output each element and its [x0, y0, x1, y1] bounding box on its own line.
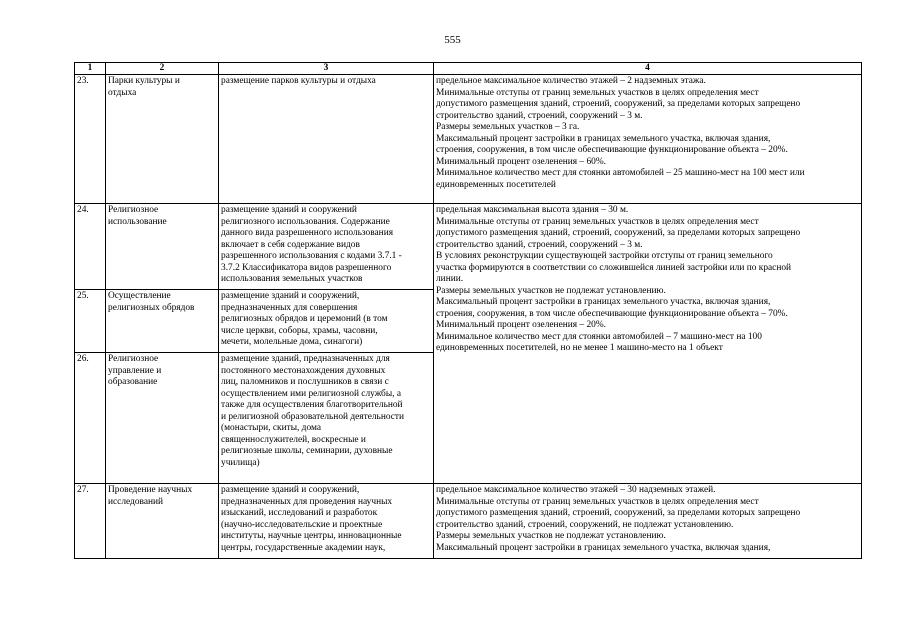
cell-text-line: участка формируются в соответствии со сложившейся линией застройки или по красной	[436, 262, 792, 273]
cell-text-line: размещение зданий и сооружений	[221, 205, 357, 215]
land-use-table	[74, 62, 862, 559]
row-number: 27.	[75, 484, 106, 559]
use-type-name	[106, 204, 219, 290]
use-type-description	[219, 204, 434, 290]
cell-text-line: изысканий, исследований и разработок	[221, 508, 378, 518]
cell-text-line: осуществлением ими религиозной службы, а	[221, 388, 401, 399]
cell-text-line: Минимальное количество мест для стоянки автомобилей – 7 машино-мест на 100	[436, 331, 762, 342]
cell-text-line: лиц, паломников и послушников в связи с	[221, 377, 389, 387]
cell-text-line: включает в себя содержание видов	[221, 239, 360, 250]
use-type-description	[219, 290, 434, 353]
cell-text-line: религиозные школы, семинарии, духовные	[221, 446, 393, 456]
cell-text-line: единовременных посетителей, но не менее 1 машино-место на 1 объект	[436, 343, 723, 353]
row-number: 23.	[75, 75, 106, 204]
cell-text-line: единовременных посетителей	[436, 179, 556, 190]
cell-text-line: священнослужителей, воскресные и	[221, 434, 366, 445]
cell-text-line: образование	[108, 377, 158, 387]
cell-text-line: отдыха	[108, 87, 137, 98]
cell-text-line: Минимальный процент озеленения – 20%.	[436, 320, 606, 330]
cell-text-line: Религиозное	[108, 205, 159, 215]
cell-text-line: размещение зданий и сооружений,	[221, 291, 360, 301]
cell-text-line: также для осуществления благотворительной	[221, 400, 403, 410]
cell-text-line: размещение зданий, предназначенных для	[221, 354, 390, 364]
cell-text-line: религиозных обрядов	[108, 302, 195, 313]
cell-text-line: Религиозное	[108, 354, 159, 364]
cell-text-line: числе церкви, соборы, храмы, часовни,	[221, 325, 378, 336]
cell-text-line: Минимальные отступы от границ земельных участков в целях определения мест	[436, 496, 759, 507]
cell-text-line: и религиозной образовательной деятельности	[221, 411, 405, 422]
use-type-description	[219, 353, 434, 484]
cell-text-line: предназначенных для совершения	[221, 302, 358, 313]
use-type-description	[219, 484, 434, 559]
cell-text-line: религиозных обрядов и церемоний (в том	[221, 314, 388, 324]
table-row	[75, 204, 862, 290]
table-row	[75, 484, 862, 559]
cell-text-line: строительство зданий, строений, сооружений, не подлежат установлению.	[436, 519, 734, 530]
cell-text-line: Максимальный процент застройки в границах земельного участка, включая здания,	[436, 297, 771, 307]
cell-text-line: допустимого размещения зданий, строений, сооружений, за пределами которых запрещено	[436, 508, 801, 518]
cell-text-line: 3.7.2 Классификатора видов разрешенного	[221, 262, 392, 273]
use-type-parameters	[434, 75, 862, 204]
table-header-row	[75, 63, 862, 75]
use-type-name	[106, 290, 219, 353]
cell-text-line: использования земельных участков	[221, 274, 363, 284]
use-type-name	[106, 75, 219, 204]
cell-text-line: предназначенных для проведения научных	[221, 496, 393, 507]
cell-text-line: допустимого размещения зданий, строений, сооружений, за пределами которых запрещено	[436, 228, 801, 238]
cell-text-line: использование	[108, 216, 167, 227]
cell-text-line: институты, научные центры, инновационные	[221, 531, 402, 541]
row-number: 24.	[75, 204, 106, 290]
cell-text-line: Размеры земельных участков – 3 га.	[436, 122, 580, 132]
cell-text-line: мечети, молельные дома, синагоги)	[221, 337, 363, 347]
cell-text-line: Размеры земельных участков не подлежат установлению.	[436, 285, 666, 296]
cell-text-line: (научно-исследовательские и проектные	[221, 519, 383, 530]
cell-text-line: строения, сооружения, в том числе обеспечивающие функционирование объекта – 20%.	[436, 145, 788, 155]
cell-text-line: Минимальное количество мест для стоянки автомобилей – 25 машино-мест на 100 мест или	[436, 168, 805, 178]
use-type-parameters	[434, 484, 862, 559]
cell-text-line: центры, государственные академии наук,	[221, 542, 386, 553]
column-header-2: 2	[106, 63, 219, 75]
column-header-4: 4	[434, 63, 862, 75]
cell-text-line: строительство зданий, строений, сооружений – 3 м.	[436, 110, 643, 121]
row-number: 25.	[75, 290, 106, 353]
cell-text-line: предельная максимальная высота здания – 30 м.	[436, 205, 629, 215]
cell-text-line: управление и	[108, 365, 162, 376]
cell-text-line: (монастыри, скиты, дома	[221, 423, 321, 433]
cell-text-line: Размеры земельных участков не подлежат установлению.	[436, 531, 666, 541]
cell-text-line: допустимого размещения зданий, строений, сооружений, за пределами которых запрещено	[436, 99, 801, 109]
cell-text-line: строительство зданий, строений, сооружений – 3 м.	[436, 239, 643, 250]
cell-text-line: В условиях реконструкции существующей застройки отступы от границ земельного	[436, 251, 773, 261]
cell-text-line: Минимальные отступы от границ земельных участков в целях определения мест	[436, 87, 759, 98]
cell-text-line: разрешенного использования с кодами 3.7.1 -	[221, 251, 402, 261]
column-header-1: 1	[75, 63, 106, 75]
column-header-3: 3	[219, 63, 434, 75]
cell-text-line: строения, сооружения, в том числе обеспечивающие функционирование объекта – 70%.	[436, 308, 788, 319]
use-type-description	[219, 75, 434, 204]
cell-text-line: Минимальный процент озеленения – 60%.	[436, 156, 606, 167]
table-row	[75, 75, 862, 204]
cell-text-line: размещение зданий и сооружений,	[221, 485, 360, 495]
cell-text-line: предельное максимальное количество этажей – 2 надземных этажа.	[436, 76, 706, 86]
page-number: 555	[444, 34, 461, 46]
cell-text-line: исследований	[108, 496, 164, 507]
row-number: 26.	[75, 353, 106, 484]
use-type-name	[106, 484, 219, 559]
cell-text-line: Парки культуры и	[108, 76, 180, 86]
cell-text-line: данного вида разрешенного использования	[221, 228, 394, 238]
cell-text-line: Максимальный процент застройки в границах земельного участка, включая здания,	[436, 542, 771, 553]
use-type-name	[106, 353, 219, 484]
cell-text-line: линии.	[436, 274, 464, 284]
cell-text-line: Максимальный процент застройки в границах земельного участка, включая здания,	[436, 133, 771, 144]
use-type-parameters	[434, 204, 862, 484]
cell-text-line: Осуществление	[108, 291, 171, 301]
cell-text-line: училища)	[221, 457, 260, 468]
cell-text-line: предельное максимальное количество этажей – 30 надземных этажей.	[436, 485, 716, 495]
cell-text-line: размещение парков культуры и отдыха	[221, 76, 376, 86]
cell-text-line: постоянного местонахождения духовных	[221, 365, 386, 376]
cell-text-line: религиозного использования. Содержание	[221, 216, 390, 227]
cell-text-line: Минимальные отступы от границ земельных участков в целях определения мест	[436, 216, 759, 227]
cell-text-line: Проведение научных	[108, 485, 193, 495]
